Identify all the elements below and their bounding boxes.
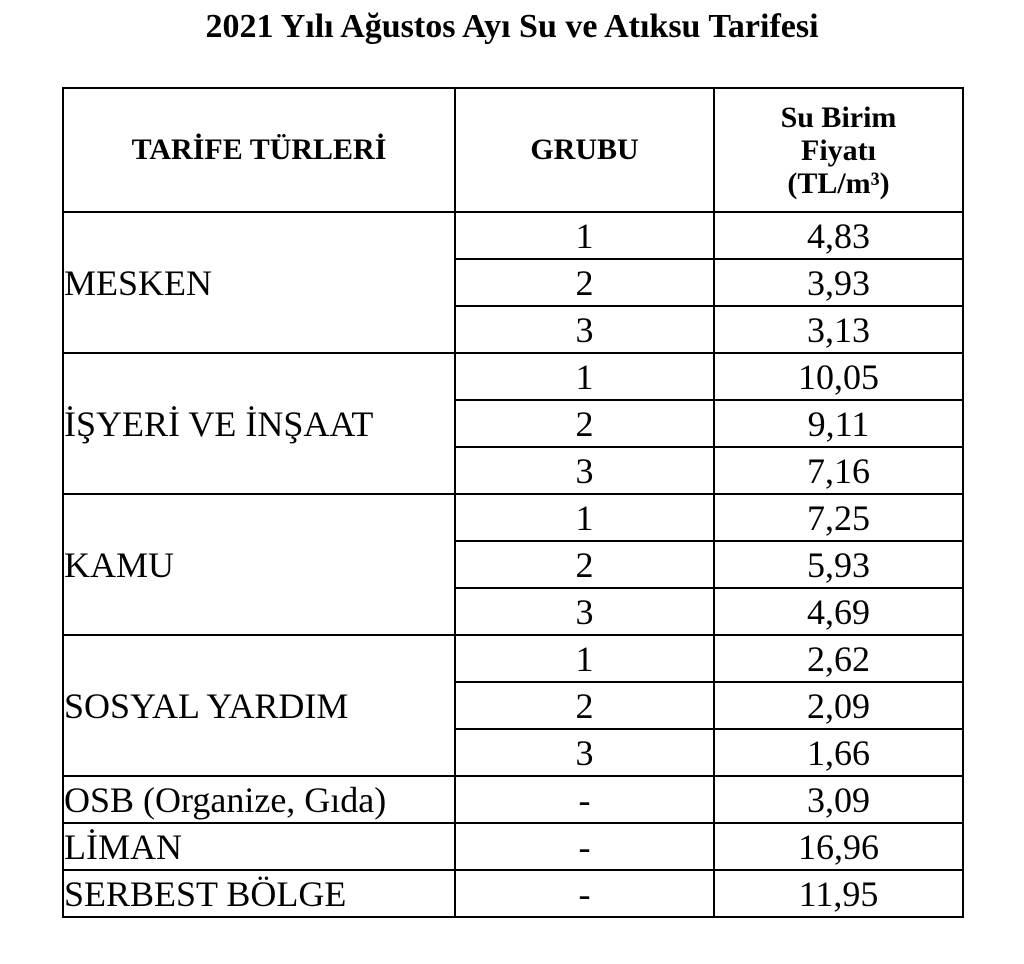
- group-cell: -: [455, 823, 714, 870]
- page-title: 2021 Yılı Ağustos Ayı Su ve Atıksu Tarifesi: [205, 8, 819, 45]
- unit-price-cell: 3,93: [714, 259, 963, 306]
- tariff-table: [62, 87, 964, 918]
- unit-price-cell: 3,13: [714, 306, 963, 353]
- group-cell: 1: [455, 353, 714, 400]
- table-row: [63, 823, 963, 870]
- group-cell: 2: [455, 541, 714, 588]
- unit-price-cell: 3,09: [714, 776, 963, 823]
- group-cell: 3: [455, 588, 714, 635]
- unit-price-cell: 2,62: [714, 635, 963, 682]
- unit-price-cell: 5,93: [714, 541, 963, 588]
- unit-price-cell: 7,16: [714, 447, 963, 494]
- group-cell: 3: [455, 306, 714, 353]
- group-cell: -: [455, 776, 714, 823]
- group-cell: 3: [455, 729, 714, 776]
- tariff-type-cell: MESKEN: [63, 212, 455, 353]
- header-unit-price: [714, 88, 963, 212]
- table-body: [63, 212, 963, 917]
- group-cell: 2: [455, 682, 714, 729]
- group-cell: -: [455, 870, 714, 917]
- unit-price-cell: 1,66: [714, 729, 963, 776]
- table-row: [63, 635, 963, 682]
- table-row: [63, 212, 963, 259]
- header-unit-price-line3: (TL/m³): [787, 166, 890, 200]
- header-group: GRUBU: [455, 88, 714, 212]
- header-unit-price-line2: Fiyatı: [801, 133, 876, 167]
- unit-price-cell: 2,09: [714, 682, 963, 729]
- tariff-type-cell: SERBEST BÖLGE: [63, 870, 455, 917]
- unit-price-cell: 9,11: [714, 400, 963, 447]
- header-tariff-types: TARİFE TÜRLERİ: [63, 88, 455, 212]
- unit-price-cell: 16,96: [714, 823, 963, 870]
- header-unit-price-line1: Su Birim: [780, 100, 897, 134]
- unit-price-cell: 11,95: [714, 870, 963, 917]
- group-cell: 1: [455, 494, 714, 541]
- table-header-row: [63, 88, 963, 212]
- tariff-type-cell: KAMU: [63, 494, 455, 635]
- tariff-type-cell: SOSYAL YARDIM: [63, 635, 455, 776]
- unit-price-cell: 4,83: [714, 212, 963, 259]
- unit-price-cell: 4,69: [714, 588, 963, 635]
- unit-price-cell: 7,25: [714, 494, 963, 541]
- tariff-type-cell: OSB (Organize, Gıda): [63, 776, 455, 823]
- unit-price-cell: 10,05: [714, 353, 963, 400]
- table-row: [63, 353, 963, 400]
- group-cell: 1: [455, 635, 714, 682]
- table-row: [63, 870, 963, 917]
- tariff-type-cell: LİMAN: [63, 823, 455, 870]
- tariff-type-cell: İŞYERİ VE İNŞAAT: [63, 353, 455, 494]
- group-cell: 2: [455, 259, 714, 306]
- group-cell: 1: [455, 212, 714, 259]
- group-cell: 3: [455, 447, 714, 494]
- table-row: [63, 494, 963, 541]
- table-row: [63, 776, 963, 823]
- group-cell: 2: [455, 400, 714, 447]
